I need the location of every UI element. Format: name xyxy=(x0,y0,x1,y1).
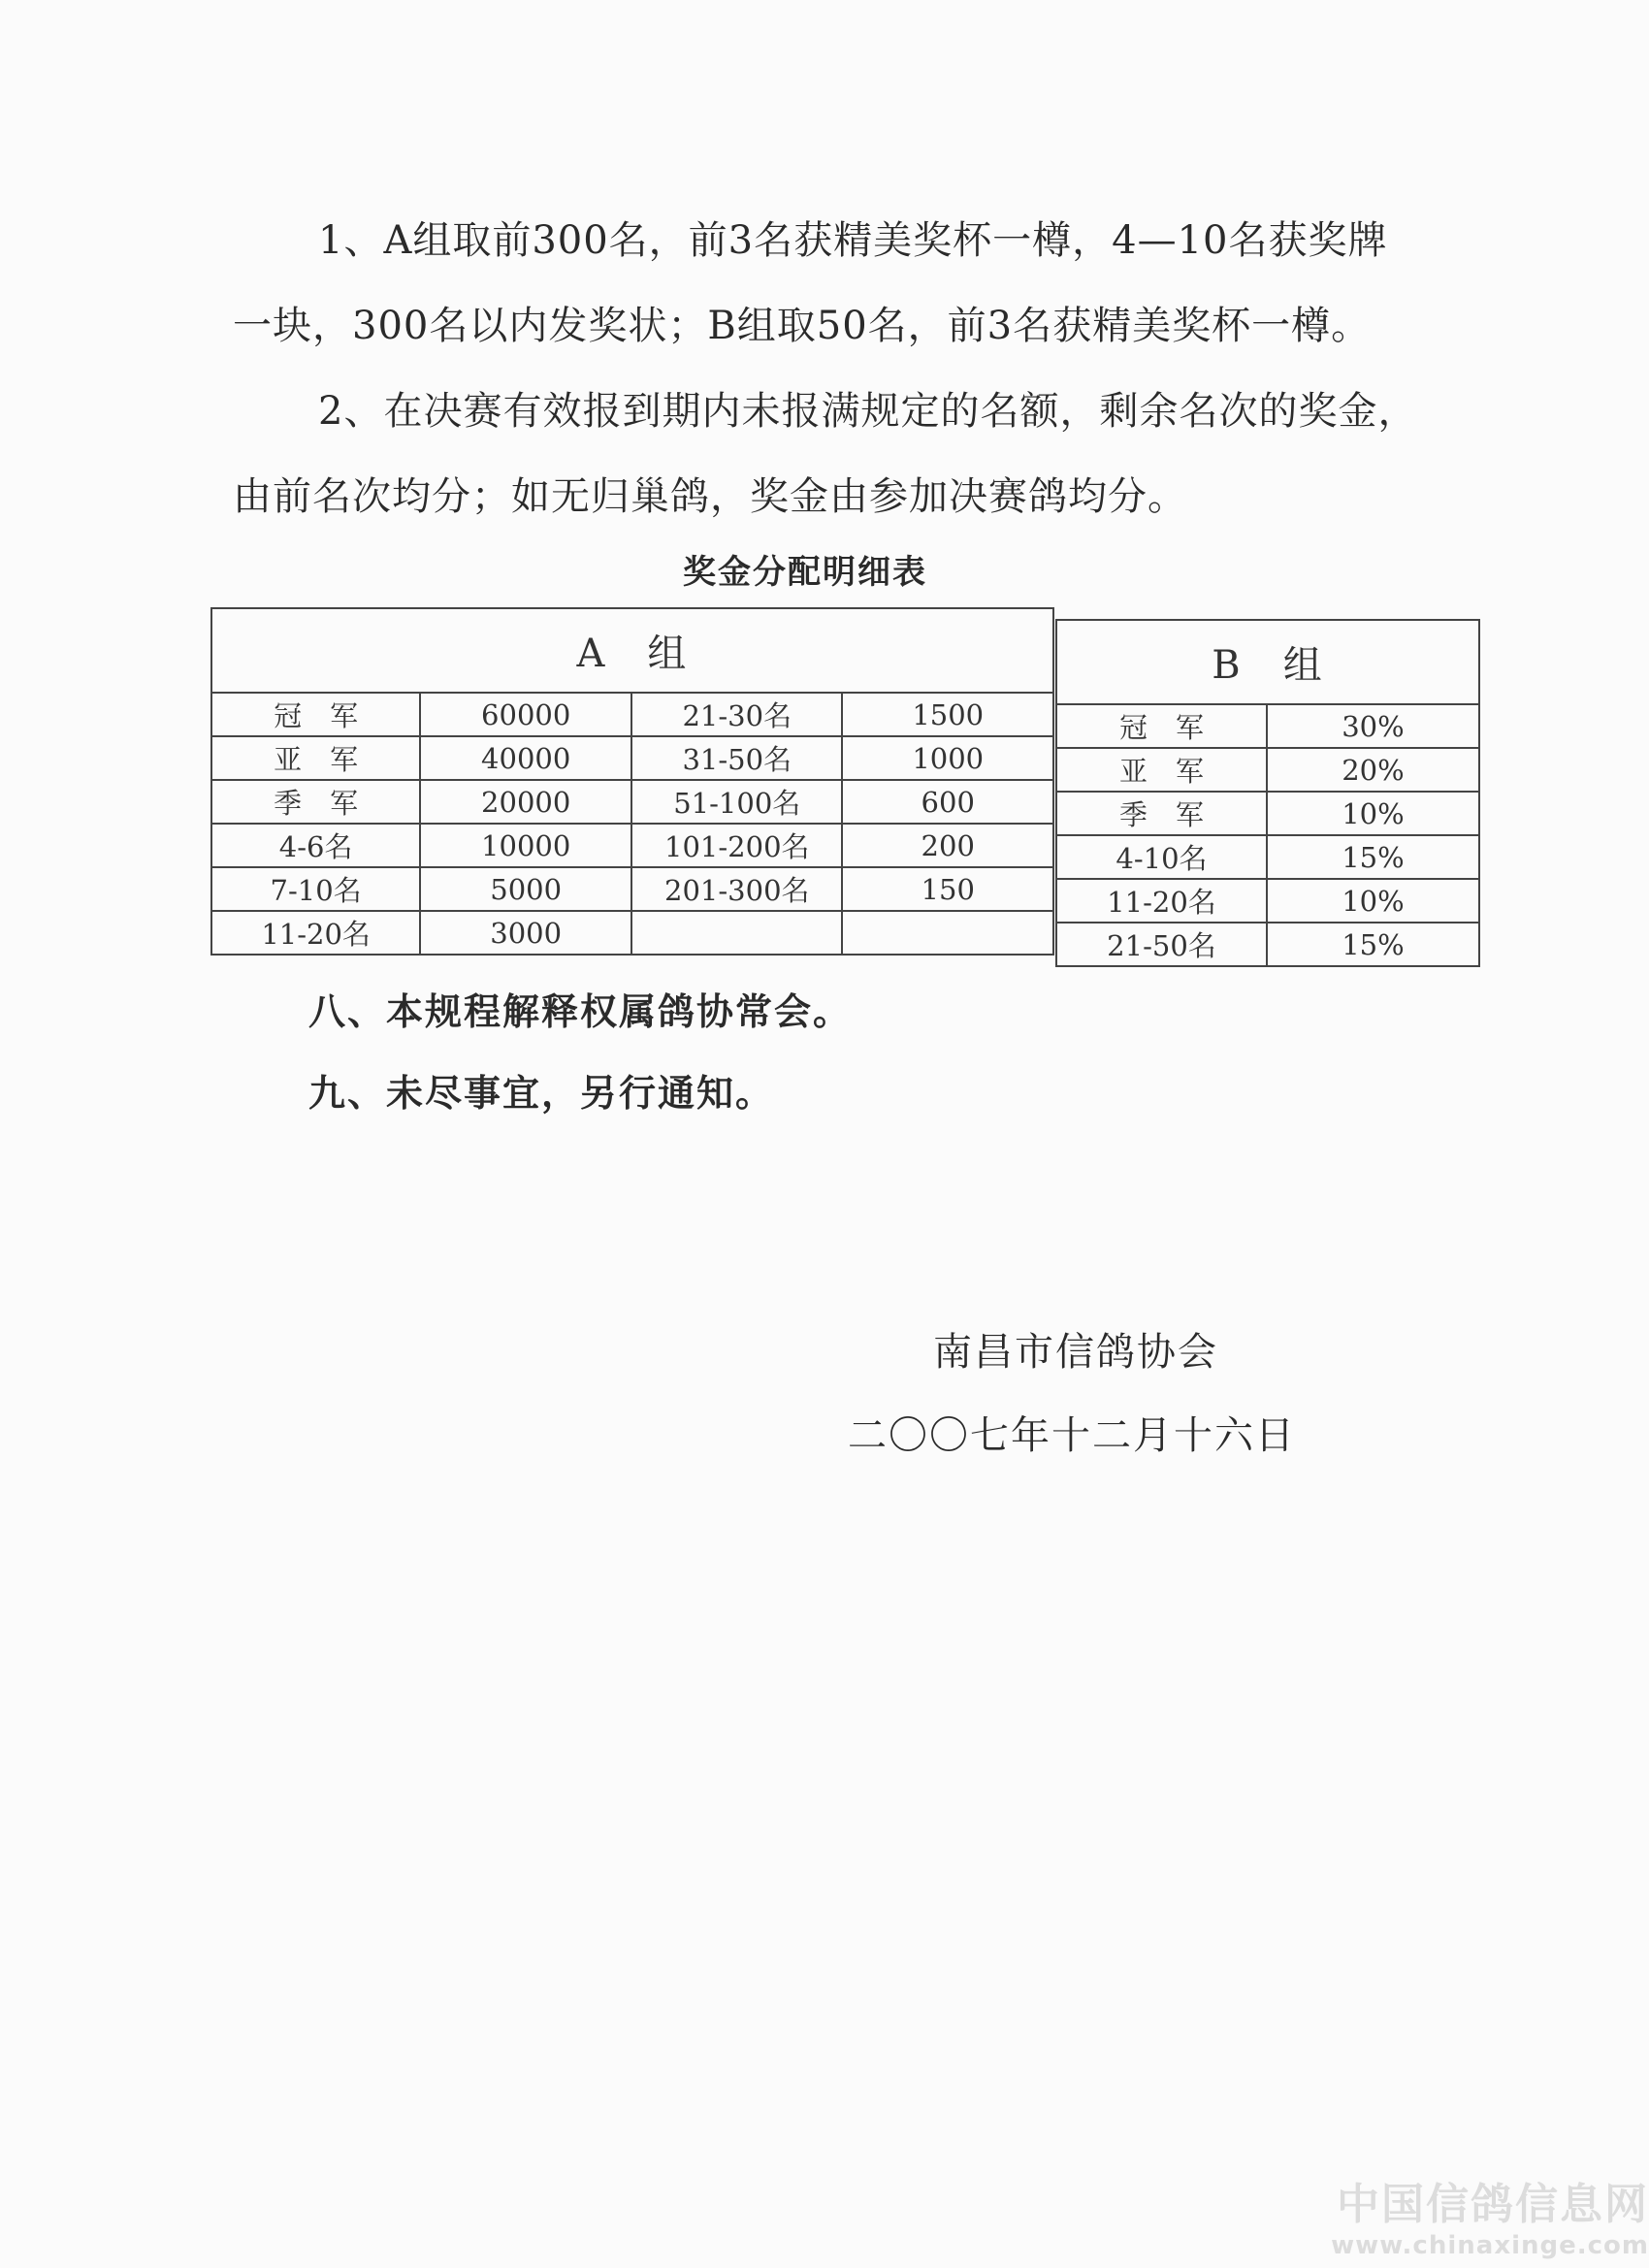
table-cell: 1500 xyxy=(842,693,1053,736)
table-cell xyxy=(842,911,1053,955)
table-header-row xyxy=(211,608,1053,693)
table-row xyxy=(1056,792,1479,835)
table-cell: 20000 xyxy=(420,780,631,824)
rule-1-line-1: 1、A组取前300名，前3名获精美奖杯一樽，4—10名获奖牌 xyxy=(318,218,1388,263)
table-title-text: 奖金分配明细表 xyxy=(683,553,927,592)
table-cell: 200 xyxy=(842,824,1053,867)
table-cell: 5000 xyxy=(420,867,631,911)
table-cell: 201-300名 xyxy=(631,867,842,911)
table-title xyxy=(0,545,1649,593)
table-row xyxy=(1056,923,1479,966)
table-cell: 11-20名 xyxy=(1056,879,1267,923)
table-row xyxy=(1056,879,1479,923)
group-a-header: A 组 xyxy=(211,608,1053,693)
group-a-prize-table xyxy=(210,607,1054,956)
section-eight: 八、本规程解释权属鸽协常会。 xyxy=(308,990,853,1033)
table-cell: 冠 军 xyxy=(211,693,420,736)
table-cell: 4-6名 xyxy=(211,824,420,867)
rule-1-line-2: 一块，300名以内发奖状；B组取50名，前3名获精美奖杯一樽。 xyxy=(233,304,1372,348)
rule-2-line-2: 由前名次均分；如无归巢鸽，奖金由参加决赛鸽均分。 xyxy=(233,474,1187,519)
table-row xyxy=(211,736,1053,780)
table-cell: 15% xyxy=(1267,923,1479,966)
table-cell: 10000 xyxy=(420,824,631,867)
rule-paragraph-1 xyxy=(233,198,1484,369)
table-cell: 21-50名 xyxy=(1056,923,1267,966)
table-cell: 51-100名 xyxy=(631,780,842,824)
site-watermark xyxy=(1329,2169,1649,2260)
table-cell: 亚 军 xyxy=(1056,748,1267,792)
table-row xyxy=(211,693,1053,736)
section-nine: 九、未尽事宜，另行通知。 xyxy=(308,1072,775,1115)
table-header-row xyxy=(1056,620,1479,704)
table-cell: 10% xyxy=(1267,792,1479,835)
table-row xyxy=(211,911,1053,955)
table-cell: 21-30名 xyxy=(631,693,842,736)
group-b-header: B 组 xyxy=(1056,620,1479,704)
table-cell: 11-20名 xyxy=(211,911,420,955)
table-cell: 31-50名 xyxy=(631,736,842,780)
signature-organization: 南昌市信鸽协会 xyxy=(933,1330,1218,1375)
table-cell: 30% xyxy=(1267,704,1479,748)
table-row xyxy=(211,867,1053,911)
watermark-name: 中国信鸽信息网 xyxy=(1337,2180,1649,2229)
watermark-url: www.chinaxinge.com xyxy=(1331,2231,1649,2260)
table-cell: 冠 军 xyxy=(1056,704,1267,748)
table-cell: 3000 xyxy=(420,911,631,955)
table-cell: 600 xyxy=(842,780,1053,824)
table-row xyxy=(1056,704,1479,748)
table-cell: 20% xyxy=(1267,748,1479,792)
table-cell: 10% xyxy=(1267,879,1479,923)
table-cell: 季 军 xyxy=(211,780,420,824)
rule-2-line-1: 2、在决赛有效报到期内未报满规定的名额，剩余名次的奖金， xyxy=(318,389,1418,434)
table-cell: 15% xyxy=(1267,835,1479,879)
table-cell: 7-10名 xyxy=(211,867,420,911)
table-row xyxy=(1056,748,1479,792)
table-cell: 季 军 xyxy=(1056,792,1267,835)
table-row xyxy=(1056,835,1479,879)
table-cell xyxy=(631,911,842,955)
table-row xyxy=(211,824,1053,867)
table-row xyxy=(211,780,1053,824)
table-cell: 150 xyxy=(842,867,1053,911)
group-b-prize-table xyxy=(1055,619,1480,967)
table-cell: 40000 xyxy=(420,736,631,780)
signature-date: 二〇〇七年十二月十六日 xyxy=(848,1413,1296,1458)
table-cell: 4-10名 xyxy=(1056,835,1267,879)
table-cell: 101-200名 xyxy=(631,824,842,867)
table-cell: 60000 xyxy=(420,693,631,736)
table-cell: 亚 军 xyxy=(211,736,420,780)
rule-paragraph-2 xyxy=(233,369,1484,539)
table-cell: 1000 xyxy=(842,736,1053,780)
